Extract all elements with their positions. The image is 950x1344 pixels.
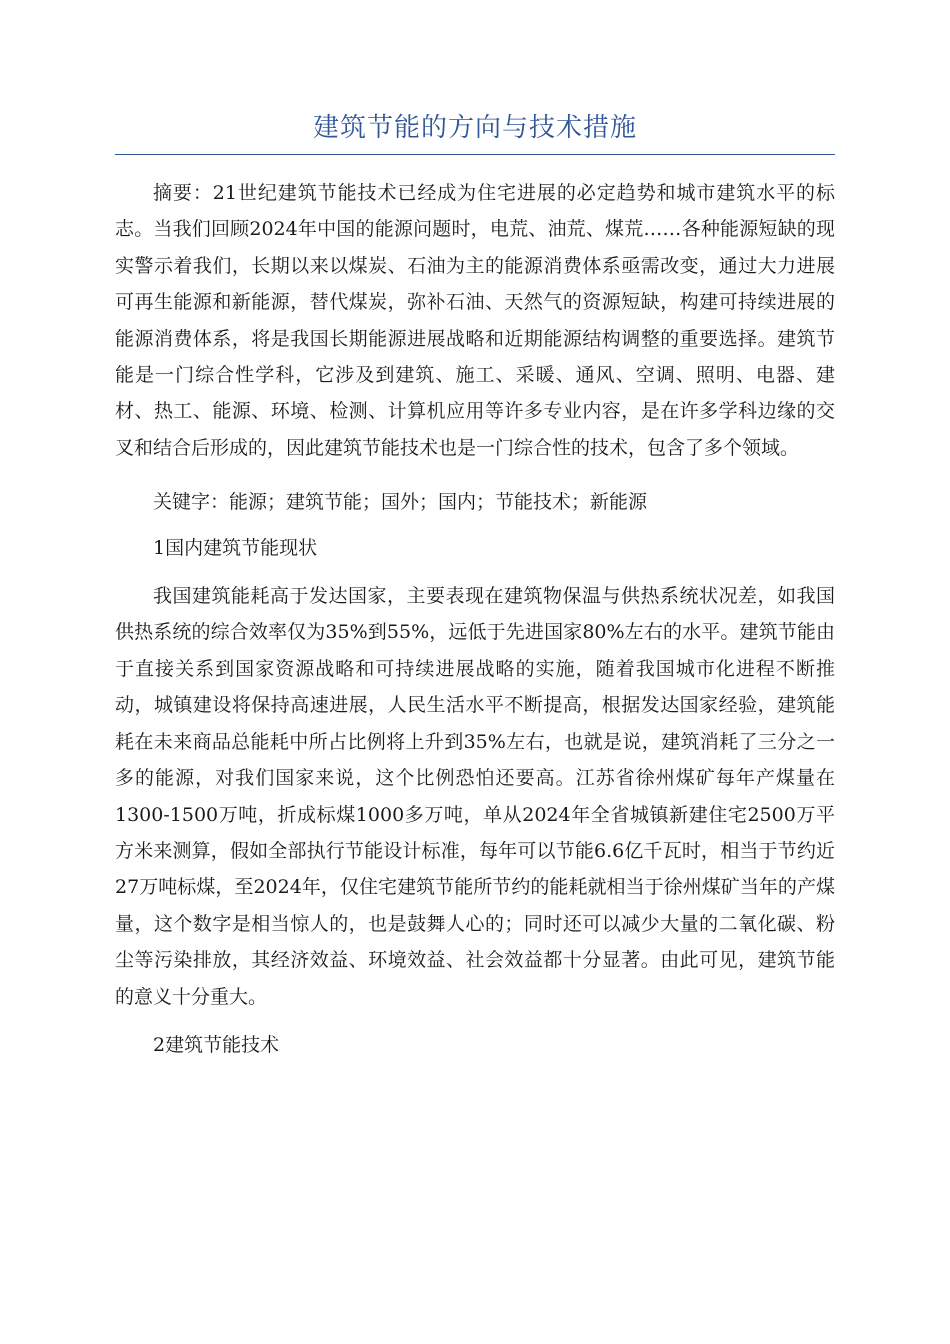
abstract-paragraph: 摘要：21世纪建筑节能技术已经成为住宅进展的必定趋势和城市建筑水平的标志。当我们回顾2024年中国的能源问题时，电荒、油荒、煤荒……各种能源短缺的现实警示着我们，长期以来以煤炭、石油为主的能源消费体系亟需改变，通过大力进展可再生能源和新能源，替代煤炭，弥补石油、天然气的资源短缺，构建可持续进展的能源消费体系，将是我国长期能源进展战略和近期能源结构调整的重要选择。建筑节能是一门综合性学科，它涉及到建筑、施工、采暖、通风、空调、照明、电器、建材、热工、能源、环境、检测、计算机应用等许多专业内容，是在许多学科边缘的交叉和结合后形成的，因此建筑节能技术也是一门综合性的技术，包含了多个领域。: [115, 182, 835, 459]
document-page: [115, 108, 835, 1063]
section-heading-2: 2建筑节能技术: [153, 1033, 280, 1056]
keywords-line: 关键字：能源；建筑节能；国外；国内；节能技术；新能源: [153, 491, 648, 514]
document-title: 建筑节能的方向与技术措施: [312, 113, 637, 143]
section-1-body: 我国建筑能耗高于发达国家，主要表现在建筑物保温与供热系统状况差，如我国供热系统的综合效率仅为35%到55%，远低于先进国家80%左右的水平。建筑节能由于直接关系到国家资源战略和可持续进展战略的实施，随着我国城市化进程不断推动，城镇建设将保持高速进展，人民生活水平不断提高，根据发达国家经验，建筑能耗在未来商品总能耗中所占比例将上升到35%左右，也就是说，建筑消耗了三分之一多的能源，对我们国家来说，这个比例恐怕还要高。江苏省徐州煤矿每年产煤量在1300-1500万吨，折成标煤1000多万吨，单从2024年全省城镇新建住宅2500万平方米来测算，假如全部执行节能设计标准，每年可以节能6.6亿千瓦时，相当于节约近27万吨标煤，至2024年，仅住宅建筑节能所节约的能耗就相当于徐州煤矿当年的产煤量，这个数字是相当惊人的，也是鼓舞人心的；同时还可以减少大量的二氧化碳、粉尘等污染排放，其经济效益、环境效益、社会效益都十分显著。由此可见，建筑节能的意义十分重大。: [115, 585, 835, 1008]
section-heading-1: 1国内建筑节能现状: [153, 536, 318, 559]
title-underline: [115, 154, 835, 155]
